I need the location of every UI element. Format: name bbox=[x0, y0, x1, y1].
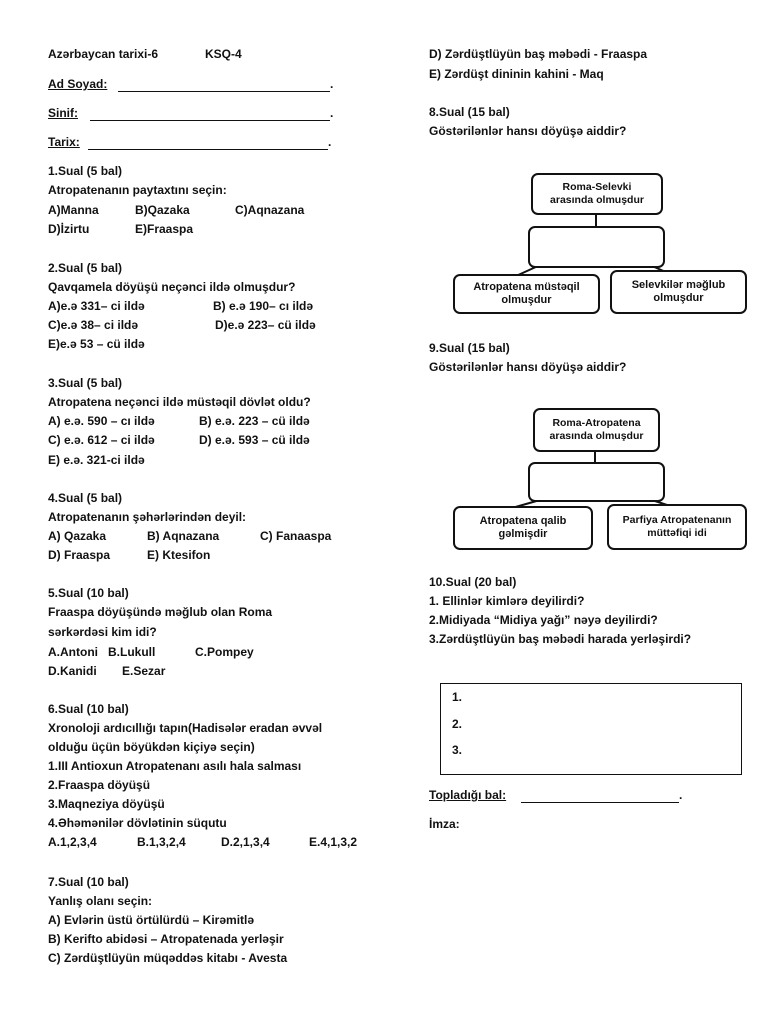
q9-top-box: Roma-Atropatena arasında olmuşdur bbox=[533, 408, 660, 452]
event-3: 3.Maqneziya döyüşü bbox=[48, 797, 165, 811]
test-subject-title: Azərbaycan tarixi-6 bbox=[48, 47, 159, 61]
test-code: KSQ-4 bbox=[205, 47, 242, 61]
question-text: Göstərilənlər hansı döyüşə aiddir? bbox=[429, 124, 627, 138]
question-title: 10.Sual (20 bal) bbox=[429, 575, 517, 589]
option-e: E) Ktesifon bbox=[147, 548, 211, 562]
question-title: 1.Sual (5 bal) bbox=[48, 164, 123, 178]
class-label: Sinif: bbox=[48, 106, 78, 120]
score-field[interactable] bbox=[521, 802, 679, 803]
answer-number-3: 3. bbox=[452, 743, 463, 757]
option-a: A)e.ə 331– ci ildə bbox=[48, 299, 145, 313]
question-title: 4.Sual (5 bal) bbox=[48, 491, 123, 505]
question-text-line-1: Xronoloji ardıcıllığı tapın(Hadisələr eradan əvvəl bbox=[48, 721, 323, 735]
question-text: Atropatenanın şəhərlərindən deyil: bbox=[48, 510, 247, 524]
signature-label: İmza: bbox=[429, 817, 460, 831]
event-2: 2.Fraaspa döyüşü bbox=[48, 778, 151, 792]
option-b: B) Kerifto abidəsi – Atropatenada yerləşir bbox=[48, 932, 284, 946]
date-field-dot: . bbox=[328, 135, 332, 149]
event-4: 4.Əhəmənilər dövlətinin süqutu bbox=[48, 816, 227, 830]
option-d: D) e.ə. 593 – cü ildə bbox=[199, 433, 310, 447]
option-e: E) e.ə. 321-ci ildə bbox=[48, 453, 145, 467]
question-title: 5.Sual (10 bal) bbox=[48, 586, 129, 600]
option-c: C.Pompey bbox=[195, 645, 254, 659]
question-text-line-2: olduğu üçün böyükdən kiçiyə seçin) bbox=[48, 740, 255, 754]
option-d: D)İzirtu bbox=[48, 222, 90, 236]
question-title: 2.Sual (5 bal) bbox=[48, 261, 123, 275]
question-text: Atropatenanın paytaxtını seçin: bbox=[48, 183, 227, 197]
option-b: B.Lukull bbox=[108, 645, 156, 659]
option-a: A.Antoni bbox=[48, 645, 98, 659]
q9-right-box: Parfiya Atropatenanın müttəfiqi idi bbox=[607, 504, 747, 550]
q9-answer-box[interactable] bbox=[528, 462, 665, 502]
option-d: D) Fraaspa bbox=[48, 548, 111, 562]
answer-number-1: 1. bbox=[452, 690, 463, 704]
option-d: D.2,1,3,4 bbox=[221, 835, 270, 849]
question-title: 3.Sual (5 bal) bbox=[48, 376, 123, 390]
question-title: 8.Sual (15 bal) bbox=[429, 105, 510, 119]
option-e: E.4,1,3,2 bbox=[309, 835, 358, 849]
option-a: A) Qazaka bbox=[48, 529, 107, 543]
question-title: 6.Sual (10 bal) bbox=[48, 702, 129, 716]
question-text-line-2: sərkərdəsi kim idi? bbox=[48, 625, 157, 639]
q7-option-e: E) Zərdüşt dininin kahini - Maq bbox=[429, 67, 604, 81]
option-c: C)Aqnazana bbox=[235, 203, 305, 217]
option-a: A) Evlərin üstü örtülürdü – Kirəmitlə bbox=[48, 913, 255, 927]
question-text: Göstərilənlər hansı döyüşə aiddir? bbox=[429, 360, 627, 374]
option-a: A.1,2,3,4 bbox=[48, 835, 97, 849]
class-field-dot: . bbox=[330, 106, 334, 120]
option-c: C) e.ə. 612 – ci ildə bbox=[48, 433, 155, 447]
name-field-dot: . bbox=[330, 77, 334, 91]
option-b: B) Aqnazana bbox=[147, 529, 220, 543]
option-a: A)Manna bbox=[48, 203, 99, 217]
question-line-3: 3.Zərdüştlüyün baş məbədi harada yerləşirdi? bbox=[429, 632, 692, 646]
question-line-2: 2.Midiyada “Midiya yağı” nəyə deyilirdi? bbox=[429, 613, 658, 627]
q9-left-box: Atropatena qalib gəlmişdir bbox=[453, 506, 593, 550]
question-title: 7.Sual (10 bal) bbox=[48, 875, 129, 889]
option-b: B) e.ə. 223 – cü ildə bbox=[199, 414, 310, 428]
question-text: Yanlış olanı seçin: bbox=[48, 894, 153, 908]
answer-box[interactable] bbox=[440, 683, 742, 775]
option-c: C) Fanaaspa bbox=[260, 529, 332, 543]
question-text: Atropatena neçənci ildə müstəqil dövlət oldu? bbox=[48, 395, 311, 409]
option-c: C) Zərdüştlüyün müqəddəs kitabı - Avesta bbox=[48, 951, 288, 965]
answer-number-2: 2. bbox=[452, 717, 463, 731]
question-text: Qavqamela döyüşü neçənci ildə olmuşdur? bbox=[48, 280, 296, 294]
option-a: A) e.ə. 590 – cı ildə bbox=[48, 414, 155, 428]
option-d: D)e.ə 223– cü ildə bbox=[215, 318, 316, 332]
question-text-line-1: Fraaspa döyüşündə məğlub olan Roma bbox=[48, 605, 273, 619]
score-field-dot: . bbox=[679, 788, 683, 802]
q8-top-box: Roma-Selevki arasında olmuşdur bbox=[531, 173, 663, 215]
q8-left-box: Atropatena müstəqil olmuşdur bbox=[453, 274, 600, 314]
option-b: B) e.ə 190– cı ildə bbox=[213, 299, 314, 313]
option-d: D.Kanidi bbox=[48, 664, 97, 678]
date-label: Tarix: bbox=[48, 135, 80, 149]
option-e: E)Fraaspa bbox=[135, 222, 194, 236]
option-e: E.Sezar bbox=[122, 664, 166, 678]
name-label: Ad Soyad: bbox=[48, 77, 108, 91]
event-1: 1.III Antioxun Atropatenanı asılı hala salması bbox=[48, 759, 302, 773]
option-c: C)e.ə 38– ci ildə bbox=[48, 318, 139, 332]
question-line-1: 1. Ellinlər kimlərə deyilirdi? bbox=[429, 594, 585, 608]
q7-option-d: D) Zərdüştlüyün baş məbədi - Fraaspa bbox=[429, 47, 648, 61]
option-b: B.1,3,2,4 bbox=[137, 835, 186, 849]
option-e: E)e.ə 53 – cü ildə bbox=[48, 337, 145, 351]
option-b: B)Qazaka bbox=[135, 203, 190, 217]
q8-right-box: Selevkilər məğlub olmuşdur bbox=[610, 270, 747, 314]
score-label: Topladığı bal: bbox=[429, 788, 507, 802]
question-title: 9.Sual (15 bal) bbox=[429, 341, 510, 355]
